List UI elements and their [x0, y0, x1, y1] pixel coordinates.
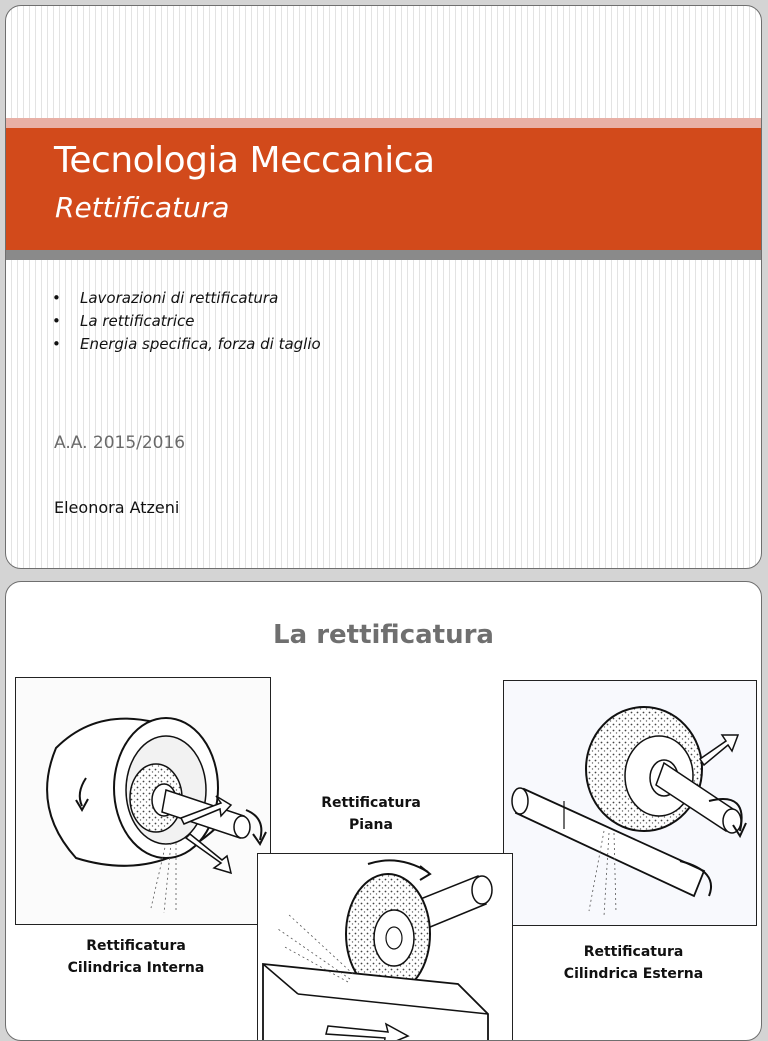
bullet-icon: •	[52, 312, 61, 330]
bullet-icon: •	[52, 289, 61, 307]
external-grinding-drawing	[504, 681, 756, 925]
surface-grinding-drawing	[258, 854, 512, 1041]
topic-list	[52, 287, 321, 356]
divider-strip	[6, 250, 761, 260]
topic-item: • Energia specifica, forza di taglio	[52, 333, 321, 356]
topic-item: • La rettificatrice	[52, 310, 321, 333]
surface-grinding-illustration	[257, 853, 513, 1041]
slide-title: La rettificatura	[273, 620, 494, 650]
author-name: Eleonora Atzeni	[54, 498, 180, 517]
internal-grinding-drawing	[16, 678, 270, 924]
topic-item: • Lavorazioni di rettificatura	[52, 287, 321, 310]
internal-grinding-illustration	[15, 677, 271, 925]
bullet-icon: •	[52, 335, 61, 353]
title-slide	[5, 5, 762, 569]
content-slide	[5, 581, 762, 1041]
caption-internal-grinding: Rettificatura Cilindrica Interna	[67, 938, 205, 976]
external-grinding-illustration	[503, 680, 757, 926]
academic-year: A.A. 2015/2016	[54, 433, 186, 453]
accent-strip	[6, 118, 761, 128]
slide-subtitle: Rettificatura	[55, 191, 230, 224]
slide-title: Tecnologia Meccanica	[54, 140, 435, 181]
caption-surface-grinding: Rettificatura Piana	[321, 795, 421, 833]
caption-external-grinding: Rettificatura Cilindrica Esterna	[563, 944, 704, 982]
